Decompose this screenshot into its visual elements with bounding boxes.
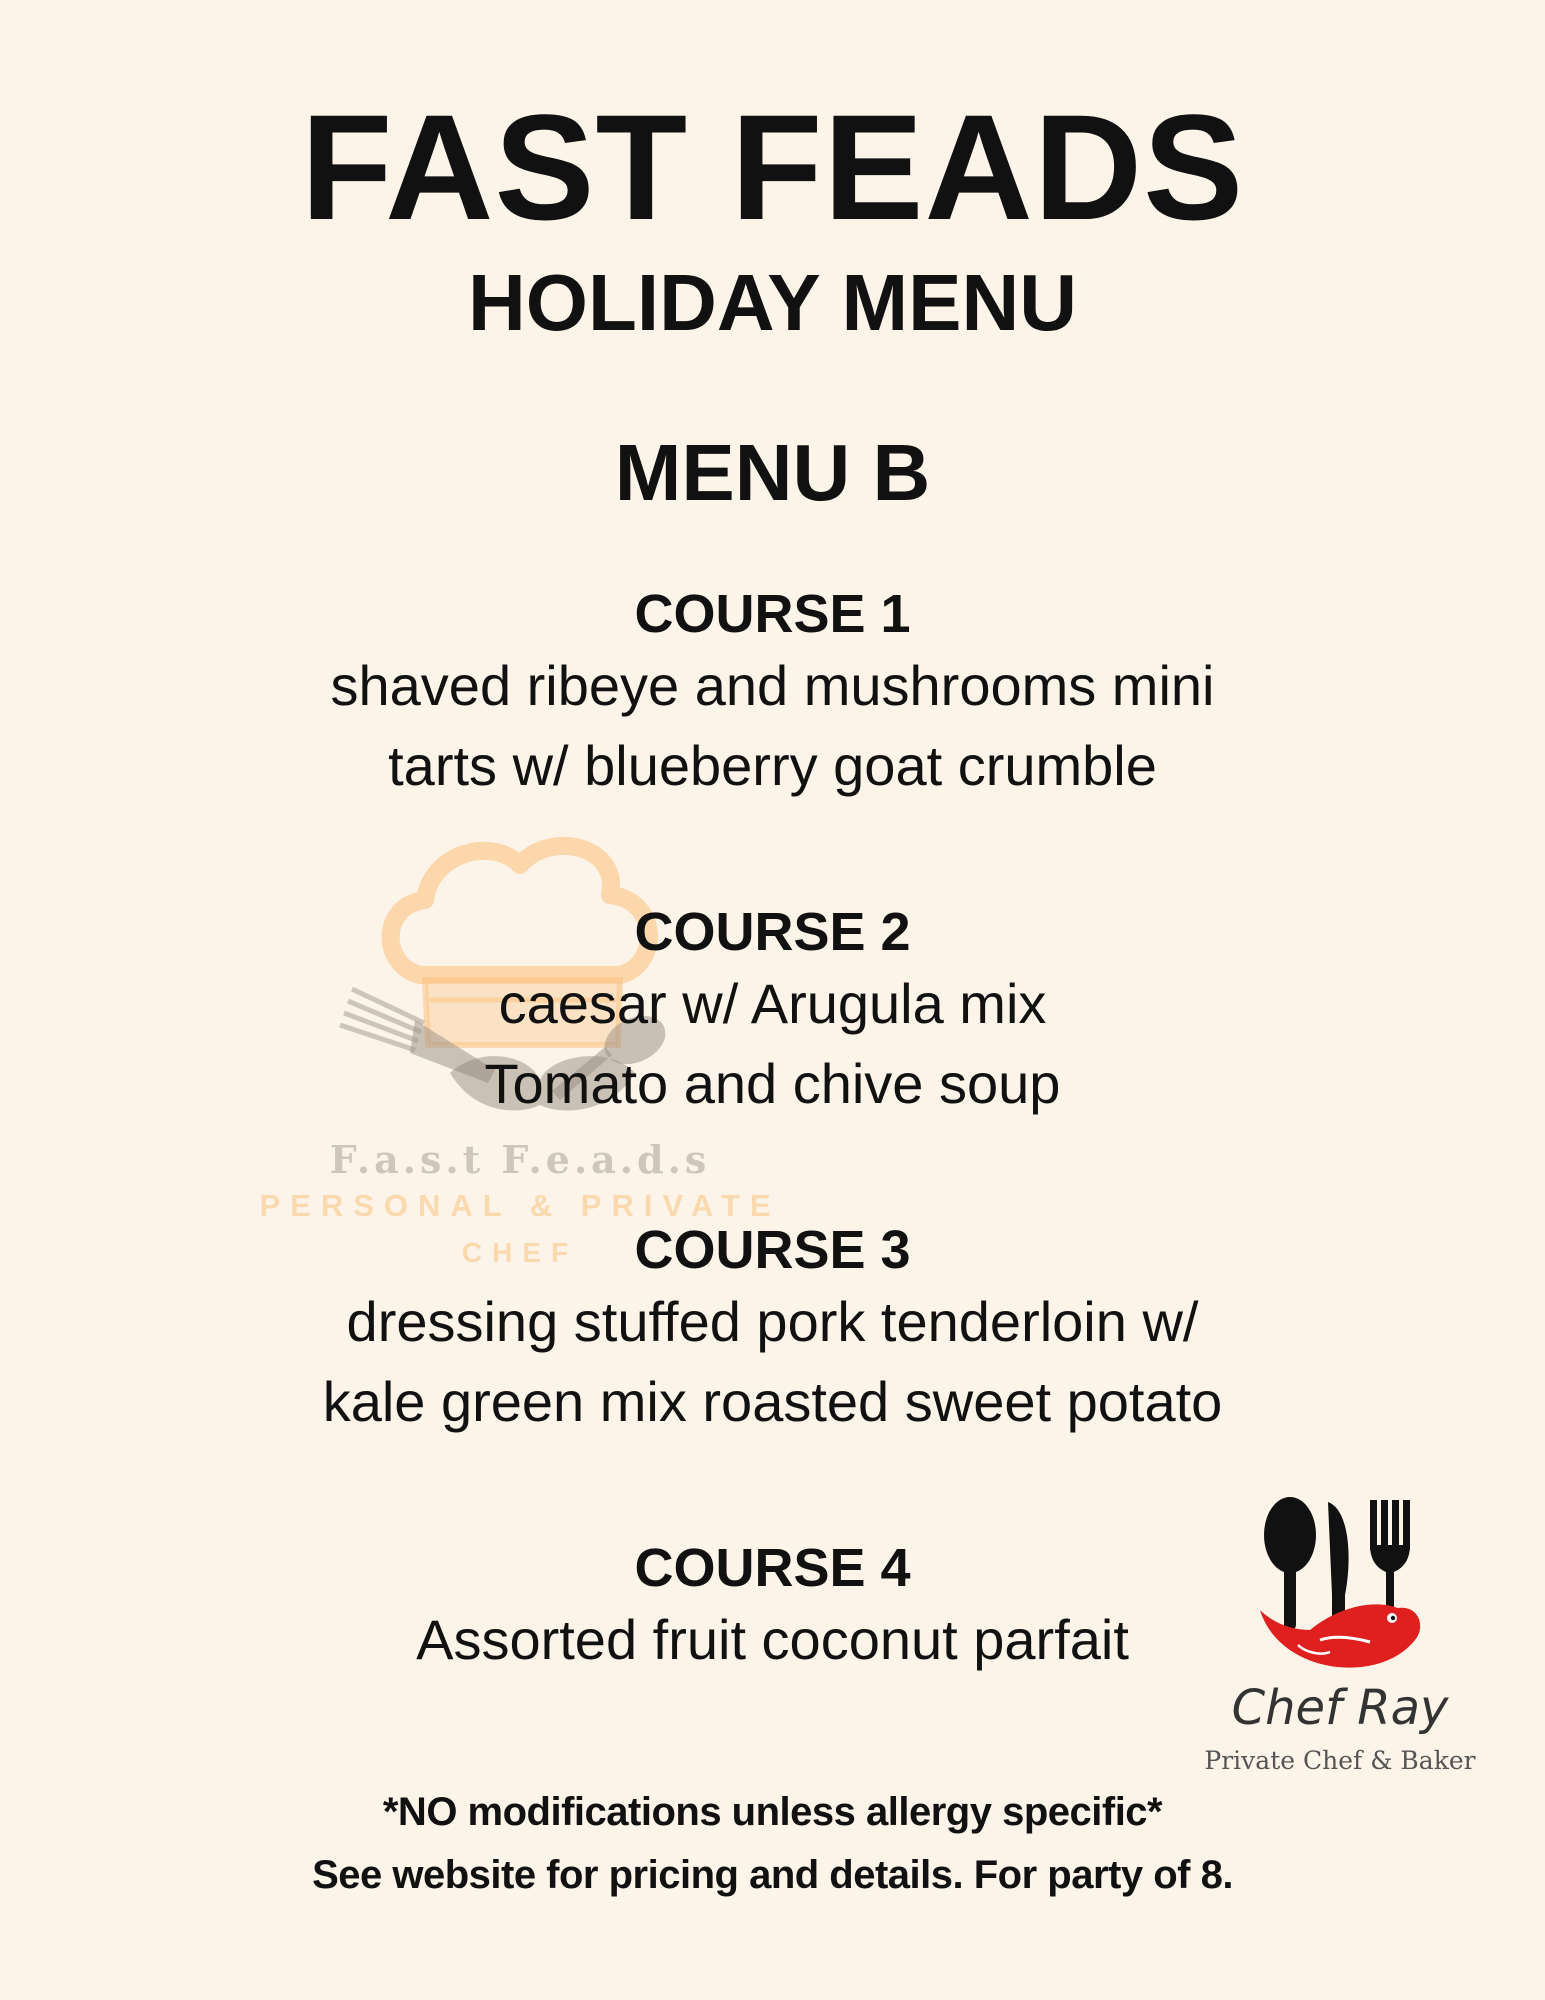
course-section-2 <box>0 900 1545 1124</box>
course-section-1 <box>0 582 1545 806</box>
watermark-subtitle-2: CHEF <box>461 1237 579 1268</box>
course-item-line: shaved ribeye and mushrooms mini <box>330 654 1215 717</box>
logo-tagline: Private Chef & Baker <box>1204 1746 1476 1775</box>
course-item-line: kale green mix roasted sweet potato <box>322 1370 1223 1433</box>
course-title: COURSE 4 <box>634 1538 911 1598</box>
watermark-brand: F.a.s.t F.e.a.d.s <box>329 1137 711 1182</box>
course-section-4 <box>0 1536 1545 1680</box>
course-title: COURSE 1 <box>634 584 911 644</box>
watermark-subtitle: PERSONAL & PRIVATE <box>259 1188 781 1223</box>
course-item-line: dressing stuffed pork tenderloin w/ <box>346 1290 1199 1353</box>
course-item-line: Assorted fruit coconut parfait <box>416 1608 1129 1671</box>
course-section-3 <box>0 1218 1545 1442</box>
course-item-line: caesar w/ Arugula mix <box>498 972 1047 1035</box>
course-title: COURSE 2 <box>634 902 911 962</box>
course-item-line: Tomato and chive soup <box>484 1052 1061 1115</box>
page-title: FAST FEADS <box>300 83 1245 251</box>
course-title: COURSE 3 <box>634 1220 911 1280</box>
footer-note: *NO modifications unless allergy specific* <box>382 1790 1163 1834</box>
course-item-line: tarts w/ blueberry goat crumble <box>388 734 1157 797</box>
menu-name: MENU B <box>614 428 931 517</box>
menu-subtitle: HOLIDAY MENU <box>468 258 1077 347</box>
footer-pricing-note: See website for pricing and details. For party of 8. <box>312 1853 1233 1897</box>
logo-name: Chef Ray <box>1231 1680 1449 1736</box>
